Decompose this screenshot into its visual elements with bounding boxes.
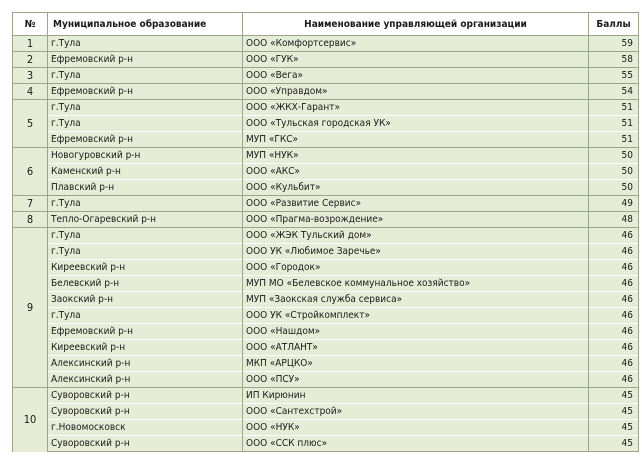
table-row — [13, 164, 639, 180]
rank-cell: 8 — [13, 212, 48, 228]
table-row — [13, 340, 639, 356]
score-cell: 51 — [589, 100, 639, 116]
score-cell: 45 — [589, 388, 639, 404]
organization-cell: ИП Кирюнин — [243, 388, 589, 404]
table-row — [13, 52, 639, 68]
score-cell: 46 — [589, 244, 639, 260]
score-cell: 51 — [589, 132, 639, 148]
organization-cell: ООО «Развитие Сервис» — [243, 196, 589, 212]
score-cell: 51 — [589, 116, 639, 132]
table-row — [13, 244, 639, 260]
table-body — [13, 36, 639, 452]
organization-cell: МУП «Заокская служба сервиса» — [243, 292, 589, 308]
score-cell: 45 — [589, 420, 639, 436]
table-row — [13, 436, 639, 452]
organization-cell: ООО «ПСУ» — [243, 372, 589, 388]
table-row — [13, 212, 639, 228]
rating-table-container — [12, 12, 638, 452]
table-row — [13, 116, 639, 132]
rank-cell: 4 — [13, 84, 48, 100]
organization-cell: ООО «Тульская городская УК» — [243, 116, 589, 132]
rank-cell: 10 — [13, 388, 48, 452]
score-cell: 46 — [589, 308, 639, 324]
table-row — [13, 308, 639, 324]
municipality-cell: г.Новомосковск — [48, 420, 243, 436]
score-cell: 46 — [589, 260, 639, 276]
table-row — [13, 276, 639, 292]
table-header-row — [13, 13, 639, 36]
organization-cell: ООО «АКС» — [243, 164, 589, 180]
score-cell: 46 — [589, 340, 639, 356]
municipality-cell: Новогуровский р-н — [48, 148, 243, 164]
organization-cell: ООО «ССК плюс» — [243, 436, 589, 452]
score-cell: 55 — [589, 68, 639, 84]
table-row — [13, 388, 639, 404]
score-cell: 46 — [589, 276, 639, 292]
municipality-cell: Ефремовский р-н — [48, 52, 243, 68]
table-row — [13, 404, 639, 420]
header-organization: Наименование управляющей организации — [243, 13, 589, 36]
municipality-cell: г.Тула — [48, 244, 243, 260]
score-cell: 59 — [589, 36, 639, 52]
municipality-cell: г.Тула — [48, 116, 243, 132]
organization-cell: ООО «АТЛАНТ» — [243, 340, 589, 356]
municipality-cell: г.Тула — [48, 100, 243, 116]
municipality-cell: г.Тула — [48, 196, 243, 212]
organization-cell: МУП МО «Белевское коммунальное хозяйство» — [243, 276, 589, 292]
municipality-cell: Ефремовский р-н — [48, 132, 243, 148]
rank-cell: 6 — [13, 148, 48, 196]
table-row — [13, 68, 639, 84]
table-row — [13, 84, 639, 100]
organization-cell: ООО «Управдом» — [243, 84, 589, 100]
header-num: № — [13, 13, 48, 36]
organization-cell: МУП «ГКС» — [243, 132, 589, 148]
rank-cell: 2 — [13, 52, 48, 68]
municipality-cell: Ефремовский р-н — [48, 84, 243, 100]
municipality-cell: Алексинский р-н — [48, 372, 243, 388]
organization-cell: ООО «Комфортсервис» — [243, 36, 589, 52]
score-cell: 46 — [589, 292, 639, 308]
municipality-cell: Ефремовский р-н — [48, 324, 243, 340]
score-cell: 48 — [589, 212, 639, 228]
organization-cell: ООО УК «Любимое Заречье» — [243, 244, 589, 260]
organization-cell: МУП «НУК» — [243, 148, 589, 164]
organization-cell: ООО «Городок» — [243, 260, 589, 276]
organization-cell: ООО «ЖКХ-Гарант» — [243, 100, 589, 116]
organization-cell: ООО «Вега» — [243, 68, 589, 84]
municipality-cell: Плавский р-н — [48, 180, 243, 196]
table-row — [13, 356, 639, 372]
organization-cell: ООО «Сантехстрой» — [243, 404, 589, 420]
table-row — [13, 196, 639, 212]
organization-cell: ООО «Прагма-возрождение» — [243, 212, 589, 228]
municipality-cell: Суворовский р-н — [48, 404, 243, 420]
score-cell: 50 — [589, 164, 639, 180]
score-cell: 49 — [589, 196, 639, 212]
table-row — [13, 36, 639, 52]
header-municipality: Муниципальное образование — [48, 13, 243, 36]
rank-cell: 9 — [13, 228, 48, 388]
rank-cell: 3 — [13, 68, 48, 84]
organization-cell: ООО «ГУК» — [243, 52, 589, 68]
table-row — [13, 100, 639, 116]
organization-cell: ООО УК «Стройкомплект» — [243, 308, 589, 324]
score-cell: 45 — [589, 404, 639, 420]
municipality-cell: г.Тула — [48, 36, 243, 52]
organization-cell: ООО «Нашдом» — [243, 324, 589, 340]
municipality-cell: Каменский р-н — [48, 164, 243, 180]
score-cell: 46 — [589, 372, 639, 388]
table-row — [13, 132, 639, 148]
organization-cell: ООО «Кульбит» — [243, 180, 589, 196]
municipality-cell: Тепло-Огаревский р-н — [48, 212, 243, 228]
table-row — [13, 148, 639, 164]
score-cell: 45 — [589, 436, 639, 452]
table-row — [13, 292, 639, 308]
municipality-cell: г.Тула — [48, 308, 243, 324]
table-row — [13, 372, 639, 388]
municipality-cell: Суворовский р-н — [48, 436, 243, 452]
rank-cell: 7 — [13, 196, 48, 212]
table-row — [13, 324, 639, 340]
municipality-cell: Суворовский р-н — [48, 388, 243, 404]
header-score: Баллы — [589, 13, 639, 36]
score-cell: 50 — [589, 148, 639, 164]
score-cell: 58 — [589, 52, 639, 68]
municipality-cell: Заокский р-н — [48, 292, 243, 308]
score-cell: 46 — [589, 228, 639, 244]
rank-cell: 5 — [13, 100, 48, 148]
score-cell: 46 — [589, 356, 639, 372]
municipality-cell: Алексинский р-н — [48, 356, 243, 372]
municipality-cell: г.Тула — [48, 228, 243, 244]
table-row — [13, 180, 639, 196]
municipality-cell: Киреевский р-н — [48, 260, 243, 276]
organization-cell: МКП «АРЦКО» — [243, 356, 589, 372]
table-row — [13, 420, 639, 436]
municipality-cell: г.Тула — [48, 68, 243, 84]
organization-cell: ООО «ЖЭК Тульский дом» — [243, 228, 589, 244]
table-row — [13, 228, 639, 244]
organization-cell: ООО «НУК» — [243, 420, 589, 436]
table-row — [13, 260, 639, 276]
score-cell: 50 — [589, 180, 639, 196]
municipality-cell: Белевский р-н — [48, 276, 243, 292]
score-cell: 46 — [589, 324, 639, 340]
rank-cell: 1 — [13, 36, 48, 52]
score-cell: 54 — [589, 84, 639, 100]
municipality-cell: Киреевский р-н — [48, 340, 243, 356]
rating-table — [12, 12, 639, 452]
